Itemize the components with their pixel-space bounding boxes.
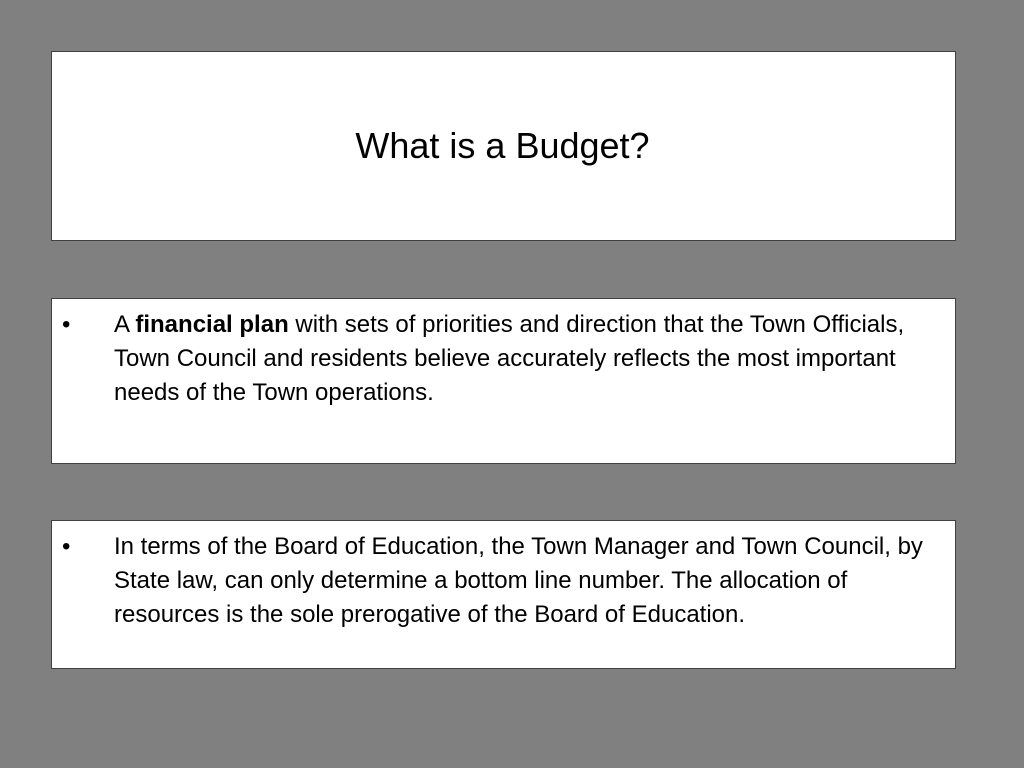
bullet-box-financial-plan bbox=[51, 298, 956, 464]
bullet-marker: • bbox=[62, 533, 71, 560]
bullet-marker: • bbox=[62, 311, 71, 338]
bullet-text-prefix: A bbox=[114, 311, 136, 338]
title-box bbox=[51, 51, 956, 241]
slide-title: What is a Budget? bbox=[355, 125, 650, 166]
bullet-text bbox=[114, 308, 939, 410]
bullet-box-board-of-education bbox=[51, 520, 956, 669]
bullet-text-bold: financial plan bbox=[135, 311, 289, 338]
bullet-text-suffix: with sets of priorities and direction that the Town Officials, Town Council and residents believe accurately reflects the most important needs of the Town operations. bbox=[114, 311, 905, 406]
bullet-text: In terms of the Board of Education, the Town Manager and Town Council, by State law, can only determine a bottom line number. The allocation of resources is the sole prerogative of the Board of Education. bbox=[114, 533, 923, 628]
